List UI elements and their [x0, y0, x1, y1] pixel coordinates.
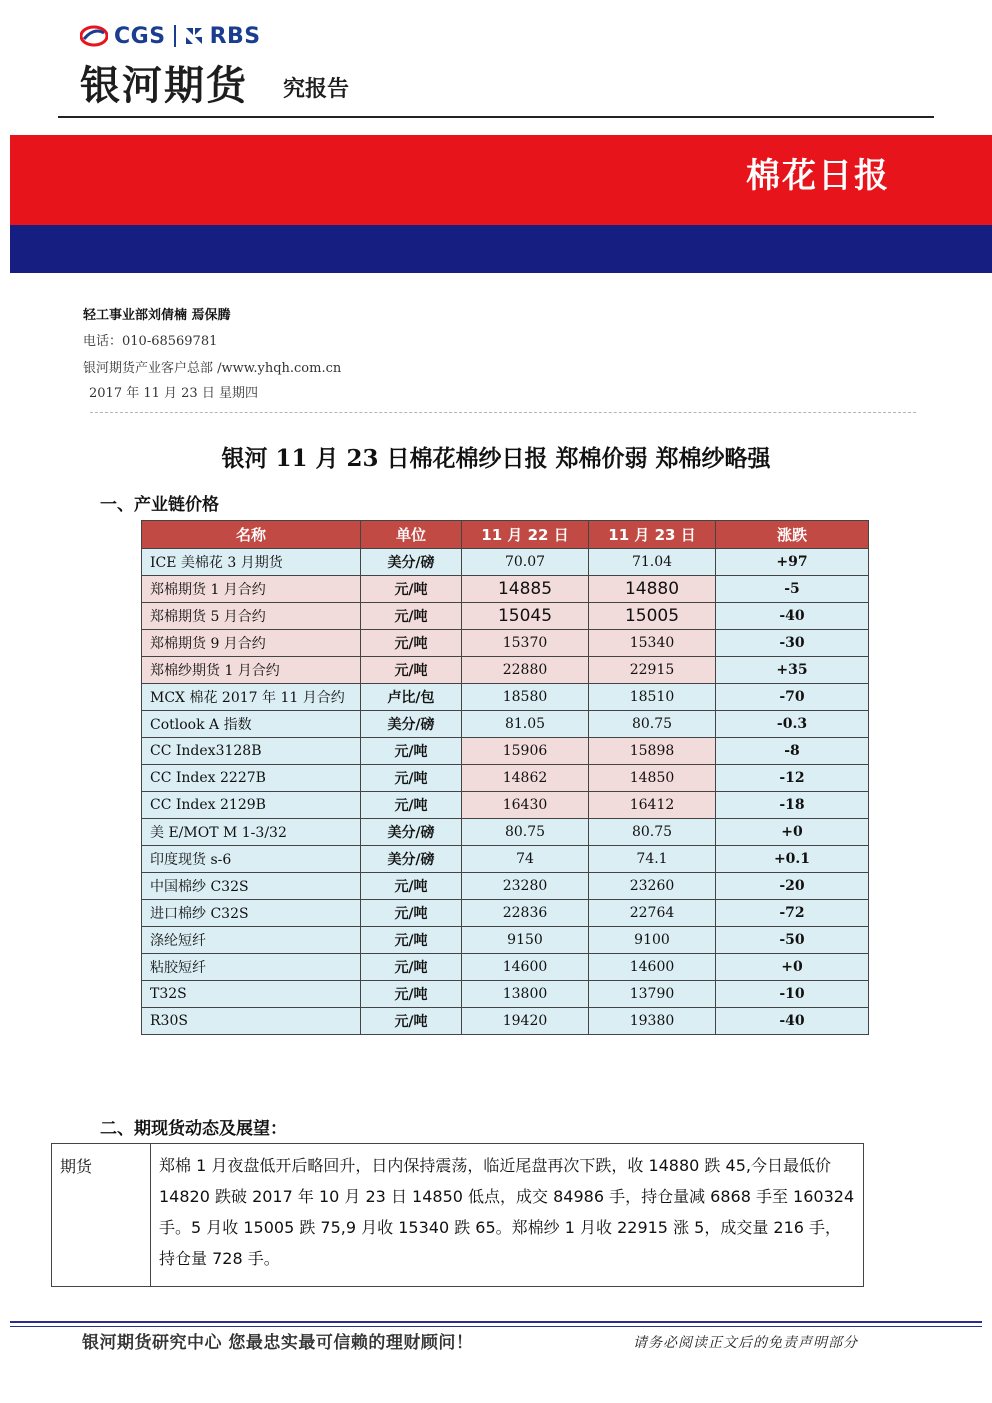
company-logo	[80, 22, 261, 50]
row-name: 中国棉纱 C32S	[142, 873, 361, 900]
row-value-22: 18580	[462, 684, 589, 711]
banner-blue-band	[10, 225, 992, 273]
futures-table	[51, 1143, 864, 1287]
row-change: -40	[716, 1008, 869, 1035]
table-row	[142, 846, 869, 873]
row-value-23: 18510	[589, 684, 716, 711]
row-value-22: 81.05	[462, 711, 589, 738]
logo-rbs-text: RBS	[209, 23, 261, 49]
row-change: -5	[716, 576, 869, 603]
table-row	[142, 657, 869, 684]
table-row	[142, 765, 869, 792]
futures-label: 期货	[52, 1144, 151, 1287]
table-row	[142, 576, 869, 603]
table-row	[142, 684, 869, 711]
row-change: +97	[716, 549, 869, 576]
row-name: ICE 美棉花 3 月期货	[142, 549, 361, 576]
row-unit: 卢比/包	[361, 684, 462, 711]
row-value-23: 71.04	[589, 549, 716, 576]
row-value-23: 15898	[589, 738, 716, 765]
row-value-22: 80.75	[462, 819, 589, 846]
row-value-22: 70.07	[462, 549, 589, 576]
row-value-23: 23260	[589, 873, 716, 900]
row-value-23: 80.75	[589, 819, 716, 846]
row-change: -20	[716, 873, 869, 900]
row-unit: 美分/磅	[361, 846, 462, 873]
header-divider	[58, 116, 934, 118]
row-name: 郑棉期货 5 月合约	[142, 603, 361, 630]
row-change: +0	[716, 819, 869, 846]
row-value-23: 19380	[589, 1008, 716, 1035]
row-change: -40	[716, 603, 869, 630]
footer-rule	[10, 1321, 982, 1323]
row-change: -18	[716, 792, 869, 819]
row-change: -10	[716, 981, 869, 1008]
row-name: T32S	[142, 981, 361, 1008]
row-unit: 美分/磅	[361, 549, 462, 576]
row-name: CC Index 2227B	[142, 765, 361, 792]
row-unit: 元/吨	[361, 792, 462, 819]
banner-title: 棉花日报	[746, 156, 890, 196]
logo-cgs-text: CGS	[114, 23, 166, 49]
row-change: +0	[716, 954, 869, 981]
section-title-price: 一、产业链价格	[100, 495, 219, 515]
row-value-22: 22880	[462, 657, 589, 684]
row-value-23: 15340	[589, 630, 716, 657]
row-name: 郑棉期货 1 月合约	[142, 576, 361, 603]
cgs-logo-icon	[80, 25, 108, 47]
rbs-logo-icon	[184, 26, 204, 46]
row-change: -30	[716, 630, 869, 657]
row-value-22: 9150	[462, 927, 589, 954]
row-change: -8	[716, 738, 869, 765]
price-table	[141, 520, 869, 1035]
table-row	[142, 1008, 869, 1035]
report-title: 银河 11 月 23 日棉花棉纱日报 郑棉价弱 郑棉纱略强	[221, 445, 771, 472]
table-row	[142, 792, 869, 819]
futures-text: 郑棉 1 月夜盘低开后略回升，日内保持震荡，临近尾盘再次下跌，收 14880 跌 45,今日最低价 14820 跌破 2017 年 10 月 23 日 14850 低点，成交 84986 手，持仓量减 6868 手至 160324 手。5 月收 15005 跌 75,9 月收 15340 跌 65。郑棉纱 1 月收 22915 涨 5，成交量 216 手，持仓量 728 手。	[151, 1144, 864, 1287]
brand-subtitle: 究报告	[283, 77, 350, 102]
row-value-22: 23280	[462, 873, 589, 900]
footer-rule-thin	[10, 1326, 982, 1327]
row-unit: 元/吨	[361, 927, 462, 954]
header-name: 名称	[142, 521, 361, 549]
row-change: +0.1	[716, 846, 869, 873]
row-name: 粘胶短纤	[142, 954, 361, 981]
table-row	[142, 711, 869, 738]
row-unit: 元/吨	[361, 900, 462, 927]
table-row	[142, 630, 869, 657]
table-row	[142, 900, 869, 927]
row-name: 美 E/MOT M 1-3/32	[142, 819, 361, 846]
author-dept: 轻工事业部刘倩楠 焉保腾	[83, 308, 231, 323]
row-value-23: 15005	[589, 603, 716, 630]
row-value-22: 14600	[462, 954, 589, 981]
author-phone: 电话：010-68569781	[83, 334, 218, 349]
row-value-22: 13800	[462, 981, 589, 1008]
row-value-22: 15370	[462, 630, 589, 657]
row-change: -72	[716, 900, 869, 927]
row-value-23: 80.75	[589, 711, 716, 738]
section-title-outlook: 二、期现货动态及展望：	[100, 1119, 287, 1139]
row-unit: 元/吨	[361, 954, 462, 981]
table-row	[142, 819, 869, 846]
price-table-header	[142, 521, 869, 549]
row-name: CC Index3128B	[142, 738, 361, 765]
logo-divider	[174, 25, 176, 47]
header-unit: 单位	[361, 521, 462, 549]
row-change: -0.3	[716, 711, 869, 738]
header-date-23: 11 月 23 日	[589, 521, 716, 549]
row-unit: 元/吨	[361, 630, 462, 657]
header-date-22: 11 月 22 日	[462, 521, 589, 549]
row-unit: 元/吨	[361, 738, 462, 765]
row-value-23: 14600	[589, 954, 716, 981]
table-row	[142, 549, 869, 576]
author-site: 银河期货产业客户总部 /www.yhqh.com.cn	[83, 361, 342, 376]
table-row	[142, 603, 869, 630]
row-unit: 元/吨	[361, 576, 462, 603]
row-value-22: 14885	[462, 576, 589, 603]
row-unit: 元/吨	[361, 1008, 462, 1035]
row-value-22: 22836	[462, 900, 589, 927]
table-row	[142, 873, 869, 900]
row-unit: 美分/磅	[361, 711, 462, 738]
row-value-22: 19420	[462, 1008, 589, 1035]
row-value-23: 74.1	[589, 846, 716, 873]
header-change: 涨跌	[716, 521, 869, 549]
row-name: 进口棉纱 C32S	[142, 900, 361, 927]
row-unit: 元/吨	[361, 981, 462, 1008]
row-name: R30S	[142, 1008, 361, 1035]
table-row	[142, 954, 869, 981]
row-name: CC Index 2129B	[142, 792, 361, 819]
brand-name: 银河期货	[80, 63, 248, 109]
row-value-22: 74	[462, 846, 589, 873]
row-unit: 美分/磅	[361, 819, 462, 846]
row-value-23: 14880	[589, 576, 716, 603]
footer-disclaimer: 请务必阅读正文后的免责声明部分	[633, 1335, 858, 1351]
row-unit: 元/吨	[361, 765, 462, 792]
row-value-23: 13790	[589, 981, 716, 1008]
row-value-23: 22764	[589, 900, 716, 927]
footer-slogan: 银河期货研究中心 您最忠实最可信赖的理财顾问！	[82, 1333, 474, 1353]
dashed-divider	[90, 412, 916, 413]
row-name: Cotlook A 指数	[142, 711, 361, 738]
table-row	[142, 927, 869, 954]
row-change: -50	[716, 927, 869, 954]
row-unit: 元/吨	[361, 873, 462, 900]
row-name: 涤纶短纤	[142, 927, 361, 954]
row-value-22: 15045	[462, 603, 589, 630]
row-value-22: 16430	[462, 792, 589, 819]
row-value-23: 16412	[589, 792, 716, 819]
row-value-22: 15906	[462, 738, 589, 765]
row-name: 郑棉期货 9 月合约	[142, 630, 361, 657]
row-name: MCX 棉花 2017 年 11 月合约	[142, 684, 361, 711]
row-change: +35	[716, 657, 869, 684]
row-value-23: 9100	[589, 927, 716, 954]
row-unit: 元/吨	[361, 657, 462, 684]
row-name: 印度现货 s-6	[142, 846, 361, 873]
row-name: 郑棉纱期货 1 月合约	[142, 657, 361, 684]
row-unit: 元/吨	[361, 603, 462, 630]
row-value-23: 14850	[589, 765, 716, 792]
row-change: -12	[716, 765, 869, 792]
report-date: 2017 年 11 月 23 日 星期四	[89, 386, 258, 401]
table-row	[142, 738, 869, 765]
row-value-23: 22915	[589, 657, 716, 684]
futures-row	[52, 1144, 864, 1287]
row-value-22: 14862	[462, 765, 589, 792]
table-row	[142, 981, 869, 1008]
row-change: -70	[716, 684, 869, 711]
